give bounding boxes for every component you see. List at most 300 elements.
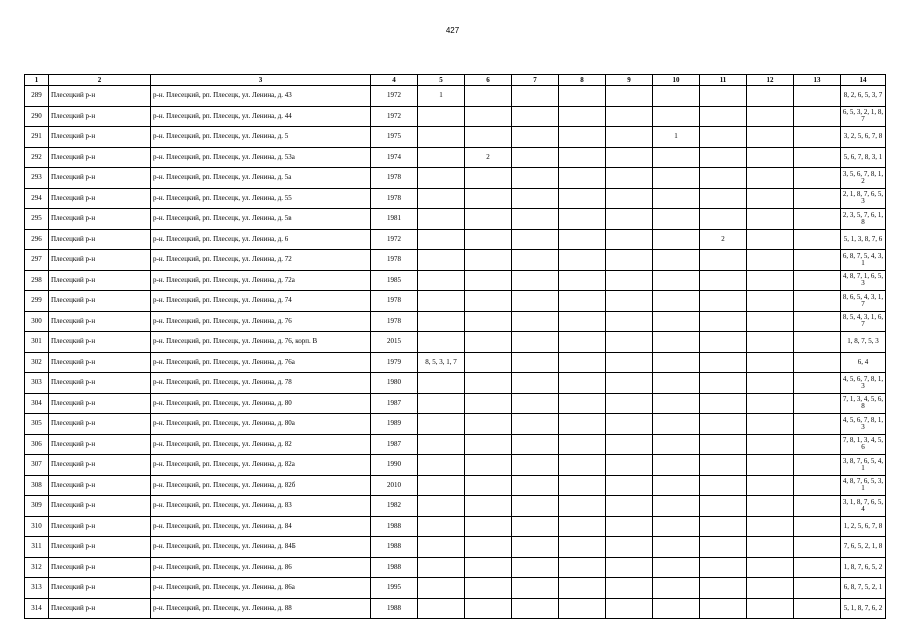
col9-cell: [606, 414, 653, 435]
col5-cell: [418, 106, 465, 127]
year-cell: 1988: [371, 557, 418, 578]
col12-cell: [747, 516, 794, 537]
col8-cell: [559, 455, 606, 476]
table-row: [25, 168, 886, 189]
address-cell: р-н. Плесецкий, рп. Плесецк, ул. Ленина, д. 82б: [151, 475, 371, 496]
year-cell: 1988: [371, 537, 418, 558]
district-cell: Плесецкий р-н: [49, 434, 151, 455]
col6-cell: [465, 106, 512, 127]
district-cell: Плесецкий р-н: [49, 188, 151, 209]
col6-cell: [465, 229, 512, 250]
table-row: [25, 537, 886, 558]
col9-cell: [606, 393, 653, 414]
col7-cell: [512, 434, 559, 455]
col14-cell: 6, 5, 3, 2, 1, 8, 7: [841, 106, 886, 127]
col7-cell: [512, 455, 559, 476]
row-number-cell: 297: [25, 250, 49, 271]
col11-cell: [700, 393, 747, 414]
col7-cell: [512, 516, 559, 537]
col10-cell: [653, 86, 700, 107]
table-row: [25, 127, 886, 148]
col11-cell: [700, 475, 747, 496]
col12-cell: [747, 557, 794, 578]
col5-cell: [418, 598, 465, 619]
col8-cell: [559, 250, 606, 271]
col10-cell: [653, 291, 700, 312]
col7-cell: [512, 598, 559, 619]
col11-cell: [700, 86, 747, 107]
col12-cell: [747, 168, 794, 189]
table-row: [25, 455, 886, 476]
col10-cell: [653, 578, 700, 599]
col11-cell: [700, 332, 747, 353]
col14-cell: 5, 6, 7, 8, 3, 1: [841, 147, 886, 168]
district-cell: Плесецкий р-н: [49, 250, 151, 271]
col8-cell: [559, 475, 606, 496]
col12-cell: [747, 496, 794, 517]
column-header-6: 6: [465, 75, 512, 86]
col11-cell: [700, 311, 747, 332]
row-number-cell: 306: [25, 434, 49, 455]
col13-cell: [794, 455, 841, 476]
column-header-10: 10: [653, 75, 700, 86]
row-number-cell: 294: [25, 188, 49, 209]
address-cell: р-н. Плесецкий, рп. Плесецк, ул. Ленина, д. 84: [151, 516, 371, 537]
col11-cell: [700, 414, 747, 435]
col7-cell: [512, 414, 559, 435]
row-number-cell: 307: [25, 455, 49, 476]
address-cell: р-н. Плесецкий, рп. Плесецк, ул. Ленина, д. 80а: [151, 414, 371, 435]
col6-cell: [465, 127, 512, 148]
address-cell: р-н. Плесецкий, рп. Плесецк, ул. Ленина, д. 83: [151, 496, 371, 517]
col13-cell: [794, 537, 841, 558]
district-cell: Плесецкий р-н: [49, 291, 151, 312]
col10-cell: [653, 352, 700, 373]
table-row: [25, 291, 886, 312]
table-row: [25, 434, 886, 455]
col8-cell: [559, 434, 606, 455]
col6-cell: [465, 598, 512, 619]
year-cell: 1979: [371, 352, 418, 373]
col11-cell: [700, 496, 747, 517]
col6-cell: [465, 311, 512, 332]
col11-cell: [700, 434, 747, 455]
col6-cell: [465, 209, 512, 230]
row-number-cell: 295: [25, 209, 49, 230]
col9-cell: [606, 229, 653, 250]
year-cell: 1978: [371, 250, 418, 271]
table-row: [25, 352, 886, 373]
col7-cell: [512, 209, 559, 230]
year-cell: 1978: [371, 311, 418, 332]
column-header-3: 3: [151, 75, 371, 86]
row-number-cell: 289: [25, 86, 49, 107]
col7-cell: [512, 86, 559, 107]
row-number-cell: 314: [25, 598, 49, 619]
table-row: [25, 496, 886, 517]
row-number-cell: 302: [25, 352, 49, 373]
district-cell: Плесецкий р-н: [49, 127, 151, 148]
col12-cell: [747, 352, 794, 373]
col14-cell: 1, 2, 5, 6, 7, 8: [841, 516, 886, 537]
col11-cell: 2: [700, 229, 747, 250]
col11-cell: [700, 106, 747, 127]
col14-cell: 4, 5, 6, 7, 8, 1, 3: [841, 414, 886, 435]
col5-cell: [418, 414, 465, 435]
row-number-cell: 301: [25, 332, 49, 353]
col8-cell: [559, 516, 606, 537]
col13-cell: [794, 332, 841, 353]
col14-cell: 7, 1, 3, 4, 5, 6, 8: [841, 393, 886, 414]
col8-cell: [559, 188, 606, 209]
col14-cell: 1, 8, 7, 5, 3: [841, 332, 886, 353]
col7-cell: [512, 291, 559, 312]
year-cell: 1985: [371, 270, 418, 291]
col12-cell: [747, 373, 794, 394]
col12-cell: [747, 455, 794, 476]
col13-cell: [794, 188, 841, 209]
col14-cell: 4, 5, 6, 7, 8, 1, 3: [841, 373, 886, 394]
column-header-1: 1: [25, 75, 49, 86]
address-cell: р-н. Плесецкий, рп. Плесецк, ул. Ленина, д. 82: [151, 434, 371, 455]
col12-cell: [747, 127, 794, 148]
col12-cell: [747, 188, 794, 209]
col5-cell: [418, 578, 465, 599]
address-cell: р-н. Плесецкий, рп. Плесецк, ул. Ленина, д. 76а: [151, 352, 371, 373]
col5-cell: [418, 373, 465, 394]
table-row: [25, 188, 886, 209]
district-cell: Плесецкий р-н: [49, 147, 151, 168]
year-cell: 1978: [371, 291, 418, 312]
col12-cell: [747, 147, 794, 168]
row-number-cell: 293: [25, 168, 49, 189]
col13-cell: [794, 578, 841, 599]
district-cell: Плесецкий р-н: [49, 311, 151, 332]
col10-cell: 1: [653, 127, 700, 148]
district-cell: Плесецкий р-н: [49, 516, 151, 537]
col7-cell: [512, 311, 559, 332]
col12-cell: [747, 434, 794, 455]
col6-cell: [465, 516, 512, 537]
col12-cell: [747, 578, 794, 599]
district-cell: Плесецкий р-н: [49, 332, 151, 353]
col10-cell: [653, 106, 700, 127]
col13-cell: [794, 147, 841, 168]
col10-cell: [653, 270, 700, 291]
col13-cell: [794, 373, 841, 394]
col7-cell: [512, 475, 559, 496]
col12-cell: [747, 250, 794, 271]
col6-cell: [465, 352, 512, 373]
col7-cell: [512, 557, 559, 578]
col8-cell: [559, 311, 606, 332]
row-number-cell: 310: [25, 516, 49, 537]
row-number-cell: 299: [25, 291, 49, 312]
col11-cell: [700, 127, 747, 148]
address-cell: р-н. Плесецкий, рп. Плесецк, ул. Ленина, д. 5а: [151, 168, 371, 189]
col12-cell: [747, 537, 794, 558]
col6-cell: [465, 434, 512, 455]
col5-cell: [418, 557, 465, 578]
col14-cell: 8, 2, 6, 5, 3, 7: [841, 86, 886, 107]
col6-cell: [465, 373, 512, 394]
col12-cell: [747, 270, 794, 291]
table-row: [25, 311, 886, 332]
col10-cell: [653, 147, 700, 168]
col6-cell: [465, 393, 512, 414]
address-cell: р-н. Плесецкий, рп. Плесецк, ул. Ленина, д. 86а: [151, 578, 371, 599]
district-cell: Плесецкий р-н: [49, 455, 151, 476]
table-row: [25, 598, 886, 619]
col8-cell: [559, 147, 606, 168]
col11-cell: [700, 147, 747, 168]
col10-cell: [653, 516, 700, 537]
col10-cell: [653, 229, 700, 250]
year-cell: 1972: [371, 229, 418, 250]
col13-cell: [794, 311, 841, 332]
year-cell: 1995: [371, 578, 418, 599]
column-header-14: 14: [841, 75, 886, 86]
district-cell: Плесецкий р-н: [49, 168, 151, 189]
col8-cell: [559, 209, 606, 230]
col11-cell: [700, 516, 747, 537]
year-cell: 1972: [371, 86, 418, 107]
table-row: [25, 578, 886, 599]
col8-cell: [559, 393, 606, 414]
col11-cell: [700, 557, 747, 578]
col9-cell: [606, 270, 653, 291]
col5-cell: [418, 147, 465, 168]
col6-cell: [465, 537, 512, 558]
col9-cell: [606, 291, 653, 312]
col13-cell: [794, 291, 841, 312]
housing-schedule-table: [24, 74, 886, 619]
year-cell: 1974: [371, 147, 418, 168]
col6-cell: [465, 332, 512, 353]
col11-cell: [700, 168, 747, 189]
district-cell: Плесецкий р-н: [49, 578, 151, 599]
district-cell: Плесецкий р-н: [49, 414, 151, 435]
table-row: [25, 147, 886, 168]
col9-cell: [606, 127, 653, 148]
year-cell: 1975: [371, 127, 418, 148]
col14-cell: 2, 1, 8, 7, 6, 5, 3: [841, 188, 886, 209]
col10-cell: [653, 455, 700, 476]
col5-cell: [418, 455, 465, 476]
col6-cell: [465, 291, 512, 312]
column-header-13: 13: [794, 75, 841, 86]
col9-cell: [606, 475, 653, 496]
col13-cell: [794, 250, 841, 271]
col13-cell: [794, 475, 841, 496]
table-row: [25, 209, 886, 230]
row-number-cell: 303: [25, 373, 49, 394]
col11-cell: [700, 578, 747, 599]
year-cell: 2010: [371, 475, 418, 496]
col10-cell: [653, 434, 700, 455]
col9-cell: [606, 209, 653, 230]
year-cell: 2015: [371, 332, 418, 353]
col7-cell: [512, 127, 559, 148]
col7-cell: [512, 168, 559, 189]
col6-cell: [465, 168, 512, 189]
col8-cell: [559, 537, 606, 558]
col11-cell: [700, 598, 747, 619]
col5-cell: [418, 229, 465, 250]
col7-cell: [512, 147, 559, 168]
col8-cell: [559, 557, 606, 578]
col9-cell: [606, 578, 653, 599]
col7-cell: [512, 373, 559, 394]
col5-cell: [418, 209, 465, 230]
col14-cell: 8, 5, 4, 3, 1, 6, 7: [841, 311, 886, 332]
col10-cell: [653, 250, 700, 271]
col5-cell: [418, 127, 465, 148]
col9-cell: [606, 598, 653, 619]
col5-cell: [418, 393, 465, 414]
page-number: 427: [445, 26, 460, 35]
col11-cell: [700, 291, 747, 312]
year-cell: 1978: [371, 188, 418, 209]
row-number-cell: 300: [25, 311, 49, 332]
table-row: [25, 332, 886, 353]
district-cell: Плесецкий р-н: [49, 229, 151, 250]
col12-cell: [747, 393, 794, 414]
col14-cell: 3, 8, 7, 6, 5, 4, 1: [841, 455, 886, 476]
year-cell: 1982: [371, 496, 418, 517]
col14-cell: 4, 8, 7, 6, 5, 3, 1: [841, 475, 886, 496]
col8-cell: [559, 598, 606, 619]
address-cell: р-н. Плесецкий, рп. Плесецк, ул. Ленина, д. 5: [151, 127, 371, 148]
col12-cell: [747, 332, 794, 353]
col14-cell: 3, 5, 6, 7, 8, 1, 2: [841, 168, 886, 189]
district-cell: Плесецкий р-н: [49, 373, 151, 394]
col5-cell: [418, 496, 465, 517]
col6-cell: 2: [465, 147, 512, 168]
col7-cell: [512, 352, 559, 373]
table-row: [25, 516, 886, 537]
address-cell: р-н. Плесецкий, рп. Плесецк, ул. Ленина, д. 53а: [151, 147, 371, 168]
col14-cell: 1, 8, 7, 6, 5, 2: [841, 557, 886, 578]
col8-cell: [559, 168, 606, 189]
col10-cell: [653, 311, 700, 332]
col7-cell: [512, 496, 559, 517]
col13-cell: [794, 168, 841, 189]
col10-cell: [653, 414, 700, 435]
col11-cell: [700, 373, 747, 394]
col9-cell: [606, 311, 653, 332]
row-number-cell: 298: [25, 270, 49, 291]
district-cell: Плесецкий р-н: [49, 270, 151, 291]
table-row: [25, 86, 886, 107]
col7-cell: [512, 188, 559, 209]
col11-cell: [700, 250, 747, 271]
col13-cell: [794, 127, 841, 148]
col12-cell: [747, 414, 794, 435]
table-row: [25, 557, 886, 578]
col12-cell: [747, 209, 794, 230]
address-cell: р-н. Плесецкий, рп. Плесецк, ул. Ленина, д. 43: [151, 86, 371, 107]
address-cell: р-н. Плесецкий, рп. Плесецк, ул. Ленина, д. 76: [151, 311, 371, 332]
col10-cell: [653, 332, 700, 353]
col6-cell: [465, 475, 512, 496]
column-header-12: 12: [747, 75, 794, 86]
row-number-cell: 305: [25, 414, 49, 435]
col8-cell: [559, 270, 606, 291]
col11-cell: [700, 455, 747, 476]
col14-cell: 7, 8, 1, 3, 4, 5, 6: [841, 434, 886, 455]
district-cell: Плесецкий р-н: [49, 106, 151, 127]
col10-cell: [653, 537, 700, 558]
col6-cell: [465, 86, 512, 107]
table-row: [25, 373, 886, 394]
district-cell: Плесецкий р-н: [49, 393, 151, 414]
year-cell: 1987: [371, 393, 418, 414]
col9-cell: [606, 106, 653, 127]
col6-cell: [465, 455, 512, 476]
table-row: [25, 270, 886, 291]
col7-cell: [512, 537, 559, 558]
col11-cell: [700, 270, 747, 291]
district-cell: Плесецкий р-н: [49, 557, 151, 578]
col13-cell: [794, 270, 841, 291]
col6-cell: [465, 496, 512, 517]
year-cell: 1987: [371, 434, 418, 455]
col12-cell: [747, 475, 794, 496]
col9-cell: [606, 373, 653, 394]
col5-cell: [418, 188, 465, 209]
table-body: [25, 86, 886, 619]
col14-cell: 7, 6, 5, 2, 1, 8: [841, 537, 886, 558]
year-cell: 1978: [371, 168, 418, 189]
col13-cell: [794, 598, 841, 619]
year-cell: 1972: [371, 106, 418, 127]
column-header-11: 11: [700, 75, 747, 86]
col10-cell: [653, 373, 700, 394]
col14-cell: 3, 1, 8, 7, 6, 5, 4: [841, 496, 886, 517]
row-number-cell: 292: [25, 147, 49, 168]
col9-cell: [606, 250, 653, 271]
col9-cell: [606, 496, 653, 517]
col7-cell: [512, 106, 559, 127]
table-row: [25, 414, 886, 435]
col10-cell: [653, 168, 700, 189]
row-number-cell: 313: [25, 578, 49, 599]
col8-cell: [559, 291, 606, 312]
col8-cell: [559, 332, 606, 353]
col9-cell: [606, 352, 653, 373]
col13-cell: [794, 106, 841, 127]
col6-cell: [465, 578, 512, 599]
col6-cell: [465, 414, 512, 435]
district-cell: Плесецкий р-н: [49, 209, 151, 230]
col9-cell: [606, 434, 653, 455]
row-number-cell: 304: [25, 393, 49, 414]
column-header-9: 9: [606, 75, 653, 86]
year-cell: 1980: [371, 373, 418, 394]
col13-cell: [794, 86, 841, 107]
col12-cell: [747, 598, 794, 619]
address-cell: р-н. Плесецкий, рп. Плесецк, ул. Ленина, д. 78: [151, 373, 371, 394]
address-cell: р-н. Плесецкий, рп. Плесецк, ул. Ленина, д. 44: [151, 106, 371, 127]
col5-cell: [418, 311, 465, 332]
col8-cell: [559, 106, 606, 127]
col9-cell: [606, 557, 653, 578]
district-cell: Плесецкий р-н: [49, 352, 151, 373]
col13-cell: [794, 414, 841, 435]
col7-cell: [512, 578, 559, 599]
col13-cell: [794, 229, 841, 250]
